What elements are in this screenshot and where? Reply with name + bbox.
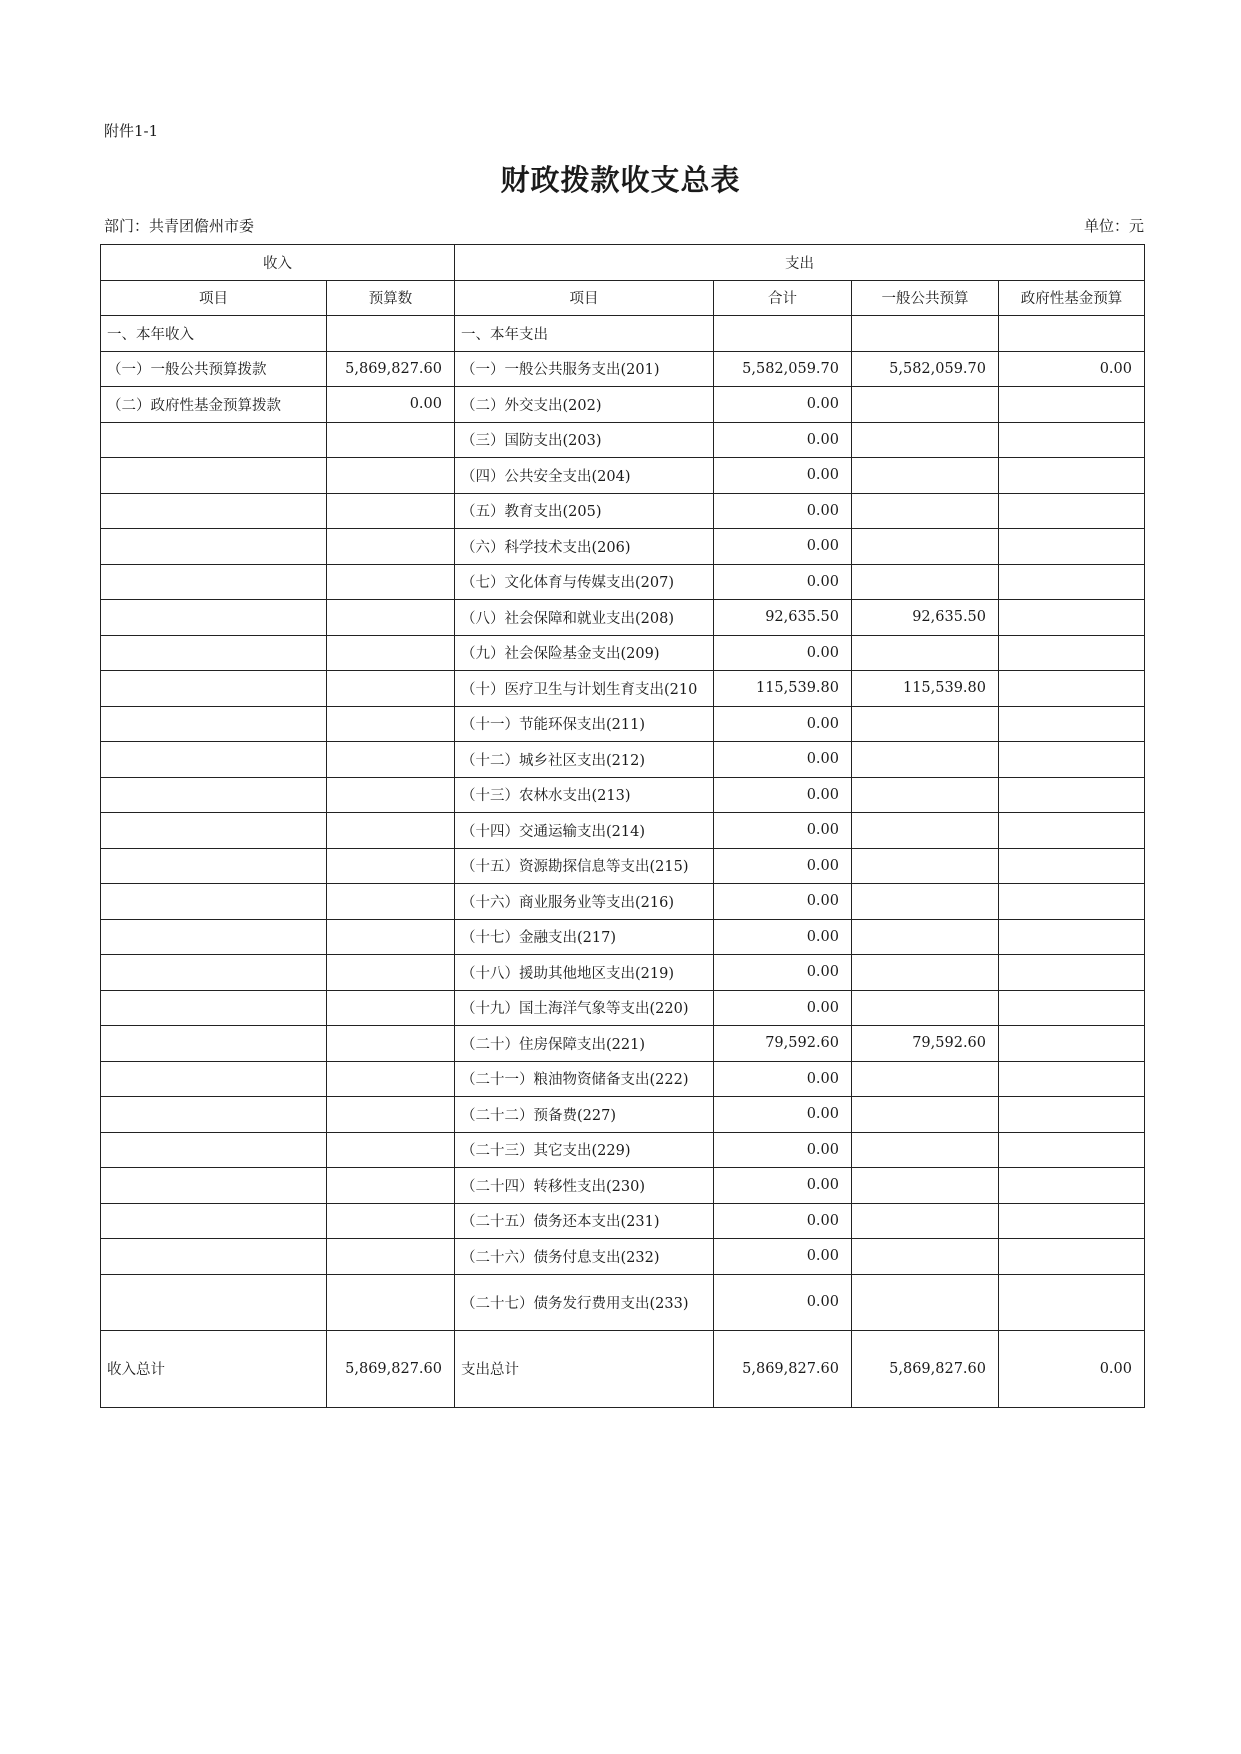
expense-general-cell — [852, 316, 999, 352]
expense-fund-cell — [999, 1061, 1145, 1097]
expense-general-cell — [852, 635, 999, 671]
income-item-cell — [101, 1026, 327, 1062]
column-header-row — [101, 280, 1145, 316]
expense-fund-cell — [999, 1097, 1145, 1133]
expense-general-cell — [852, 1097, 999, 1133]
expense-total-cell: 0.00 — [714, 1239, 852, 1275]
expense-total-cell: 0.00 — [714, 458, 852, 494]
table-row — [101, 351, 1145, 387]
expense-item-cell: （九）社会保险基金支出(209) — [455, 635, 714, 671]
expense-general-header: 一般公共预算 — [852, 280, 999, 316]
income-item-cell: 一、本年收入 — [101, 316, 327, 352]
expense-total-amount: 5,869,827.60 — [714, 1330, 852, 1407]
table-row — [101, 493, 1145, 529]
expense-fund-cell — [999, 600, 1145, 636]
expense-general-cell — [852, 813, 999, 849]
expense-fund-cell — [999, 1132, 1145, 1168]
income-amount-cell — [327, 813, 455, 849]
expense-fund-cell — [999, 1026, 1145, 1062]
income-amount-cell — [327, 1097, 455, 1133]
expense-total-cell: 0.00 — [714, 706, 852, 742]
income-amount-cell — [327, 635, 455, 671]
expense-fund-cell — [999, 990, 1145, 1026]
table-row — [101, 671, 1145, 707]
expense-fund-cell — [999, 422, 1145, 458]
expense-item-cell: （十六）商业服务业等支出(216) — [455, 884, 714, 920]
expense-general-cell — [852, 848, 999, 884]
table-row — [101, 1274, 1145, 1330]
income-total-amount: 5,869,827.60 — [327, 1330, 455, 1407]
expense-item-cell: （十五）资源勘探信息等支出(215) — [455, 848, 714, 884]
income-item-cell — [101, 529, 327, 565]
expense-total-cell: 0.00 — [714, 1203, 852, 1239]
expense-item-cell: （二十三）其它支出(229) — [455, 1132, 714, 1168]
expense-fund-cell — [999, 458, 1145, 494]
expense-item-cell: （二十七）债务发行费用支出(233) — [455, 1274, 714, 1330]
expense-total-label: 支出总计 — [455, 1330, 714, 1407]
table-row — [101, 1239, 1145, 1275]
income-item-cell — [101, 1168, 327, 1204]
income-item-cell — [101, 1097, 327, 1133]
page-title: 财政拨款收支总表 — [500, 163, 741, 197]
table-row — [101, 813, 1145, 849]
income-item-cell — [101, 493, 327, 529]
income-item-cell: （二）政府性基金预算拨款 — [101, 387, 327, 423]
expense-item-cell: （十九）国土海洋气象等支出(220) — [455, 990, 714, 1026]
expense-fund-cell — [999, 564, 1145, 600]
income-amount-cell — [327, 884, 455, 920]
budget-table — [100, 244, 1145, 1408]
income-item-cell — [101, 564, 327, 600]
expense-total-cell: 79,592.60 — [714, 1026, 852, 1062]
income-amount-cell — [327, 1061, 455, 1097]
table-row — [101, 458, 1145, 494]
expense-total-cell: 0.00 — [714, 1168, 852, 1204]
table-row — [101, 955, 1145, 991]
expense-fund-cell — [999, 813, 1145, 849]
expense-fund-cell — [999, 529, 1145, 565]
income-amount-cell — [327, 564, 455, 600]
expense-fund-cell — [999, 1203, 1145, 1239]
expense-item-cell: （七）文化体育与传媒支出(207) — [455, 564, 714, 600]
income-item-cell — [101, 1239, 327, 1275]
income-item-cell — [101, 671, 327, 707]
expense-item-cell: （二十六）债务付息支出(232) — [455, 1239, 714, 1275]
table-row — [101, 635, 1145, 671]
table-row — [101, 1168, 1145, 1204]
expense-item-cell: （四）公共安全支出(204) — [455, 458, 714, 494]
expense-general-cell — [852, 493, 999, 529]
income-total-label: 收入总计 — [101, 1330, 327, 1407]
expense-total-cell: 0.00 — [714, 742, 852, 778]
expense-total-cell: 0.00 — [714, 1132, 852, 1168]
table-row — [101, 742, 1145, 778]
expense-general-cell — [852, 706, 999, 742]
expense-item-cell: （十三）农林水支出(213) — [455, 777, 714, 813]
table-row — [101, 777, 1145, 813]
expense-general-cell — [852, 884, 999, 920]
table-row — [101, 316, 1145, 352]
expense-item-cell: （一）一般公共服务支出(201) — [455, 351, 714, 387]
expense-total-cell: 0.00 — [714, 1274, 852, 1330]
expense-item-cell: （十一）节能环保支出(211) — [455, 706, 714, 742]
expense-total-cell: 0.00 — [714, 422, 852, 458]
income-item-cell — [101, 635, 327, 671]
expense-general-cell — [852, 955, 999, 991]
income-item-cell — [101, 884, 327, 920]
income-amount-cell — [327, 777, 455, 813]
income-amount-cell — [327, 1026, 455, 1062]
income-amount-cell — [327, 990, 455, 1026]
table-row — [101, 1132, 1145, 1168]
expense-item-cell: （六）科学技术支出(206) — [455, 529, 714, 565]
table-row — [101, 1026, 1145, 1062]
expense-total-cell — [714, 316, 852, 352]
income-item-cell — [101, 813, 327, 849]
expense-general-cell — [852, 1203, 999, 1239]
expense-fund-cell — [999, 635, 1145, 671]
expense-item-header: 项目 — [455, 280, 714, 316]
table-row — [101, 848, 1145, 884]
table-row — [101, 1097, 1145, 1133]
expense-general-cell — [852, 1132, 999, 1168]
expense-general-cell — [852, 777, 999, 813]
expense-general-cell — [852, 564, 999, 600]
table-row — [101, 919, 1145, 955]
expense-item-cell: （三）国防支出(203) — [455, 422, 714, 458]
income-amount-cell: 5,869,827.60 — [327, 351, 455, 387]
expense-item-cell: （二十四）转移性支出(230) — [455, 1168, 714, 1204]
expense-general-cell — [852, 1168, 999, 1204]
expense-fund-cell — [999, 316, 1145, 352]
income-amount-cell — [327, 955, 455, 991]
income-item-cell — [101, 848, 327, 884]
expense-general-cell — [852, 1274, 999, 1330]
expense-total-cell: 115,539.80 — [714, 671, 852, 707]
income-amount-cell — [327, 1239, 455, 1275]
income-amount-cell — [327, 529, 455, 565]
expense-total-cell: 0.00 — [714, 493, 852, 529]
expense-item-cell: （二十一）粮油物资储备支出(222) — [455, 1061, 714, 1097]
expense-item-cell: （十八）援助其他地区支出(219) — [455, 955, 714, 991]
table-row — [101, 600, 1145, 636]
expense-item-cell: （五）教育支出(205) — [455, 493, 714, 529]
income-item-cell — [101, 990, 327, 1026]
expense-total-cell: 0.00 — [714, 813, 852, 849]
expense-fund-cell — [999, 742, 1145, 778]
income-amount-cell — [327, 1168, 455, 1204]
income-amount-cell — [327, 1274, 455, 1330]
income-item-cell — [101, 955, 327, 991]
income-item-cell — [101, 458, 327, 494]
income-item-cell — [101, 777, 327, 813]
table-row — [101, 1203, 1145, 1239]
expense-general-cell — [852, 387, 999, 423]
income-amount-cell: 0.00 — [327, 387, 455, 423]
expense-fund-cell: 0.00 — [999, 351, 1145, 387]
expense-total-header: 合计 — [714, 280, 852, 316]
expense-general-cell: 92,635.50 — [852, 600, 999, 636]
expense-total-cell: 0.00 — [714, 919, 852, 955]
expense-fund-cell — [999, 387, 1145, 423]
income-amount-cell — [327, 458, 455, 494]
expense-total-cell: 0.00 — [714, 777, 852, 813]
expense-general-cell — [852, 529, 999, 565]
income-amount-cell — [327, 422, 455, 458]
expense-general-cell — [852, 1061, 999, 1097]
expense-item-cell: （二十）住房保障支出(221) — [455, 1026, 714, 1062]
expense-item-cell: （二十二）预备费(227) — [455, 1097, 714, 1133]
expense-fund-cell — [999, 1168, 1145, 1204]
income-amount-cell — [327, 600, 455, 636]
expense-total-cell: 0.00 — [714, 529, 852, 565]
expense-general-cell: 79,592.60 — [852, 1026, 999, 1062]
expense-total-cell: 0.00 — [714, 1061, 852, 1097]
income-amount-cell — [327, 493, 455, 529]
income-item-cell — [101, 1203, 327, 1239]
income-item-cell — [101, 1274, 327, 1330]
expense-item-cell: （二）外交支出(202) — [455, 387, 714, 423]
expense-item-cell: （二十五）债务还本支出(231) — [455, 1203, 714, 1239]
expense-fund-cell — [999, 1274, 1145, 1330]
expense-total-cell: 92,635.50 — [714, 600, 852, 636]
income-amount-cell — [327, 316, 455, 352]
expense-fund-cell — [999, 777, 1145, 813]
income-budget-header: 预算数 — [327, 280, 455, 316]
department-label: 部门：共青团儋州市委 — [104, 217, 255, 235]
income-amount-cell — [327, 742, 455, 778]
expense-general-cell — [852, 990, 999, 1026]
expense-fund-total-amount: 0.00 — [999, 1330, 1145, 1407]
income-amount-cell — [327, 848, 455, 884]
income-item-cell — [101, 600, 327, 636]
expense-item-cell: （十七）金融支出(217) — [455, 919, 714, 955]
expense-total-cell: 5,582,059.70 — [714, 351, 852, 387]
expense-general-cell — [852, 1239, 999, 1275]
expense-fund-cell — [999, 493, 1145, 529]
income-item-cell — [101, 706, 327, 742]
expense-total-cell: 0.00 — [714, 848, 852, 884]
expense-fund-cell — [999, 706, 1145, 742]
expense-general-cell — [852, 458, 999, 494]
income-item-header: 项目 — [101, 280, 327, 316]
expense-fund-cell — [999, 884, 1145, 920]
totals-row — [101, 1330, 1145, 1407]
expense-item-cell: （十四）交通运输支出(214) — [455, 813, 714, 849]
expense-total-cell: 0.00 — [714, 884, 852, 920]
expense-total-cell: 0.00 — [714, 387, 852, 423]
expense-general-cell — [852, 422, 999, 458]
expense-item-cell: （十）医疗卫生与计划生育支出(210 — [455, 671, 714, 707]
table-row — [101, 422, 1145, 458]
table-row — [101, 529, 1145, 565]
expense-group-header: 支出 — [455, 245, 1145, 281]
table-row — [101, 706, 1145, 742]
expense-fund-header: 政府性基金预算 — [999, 280, 1145, 316]
expense-general-cell: 115,539.80 — [852, 671, 999, 707]
expense-general-cell — [852, 742, 999, 778]
expense-total-cell: 0.00 — [714, 990, 852, 1026]
expense-total-cell: 0.00 — [714, 635, 852, 671]
income-amount-cell — [327, 1203, 455, 1239]
unit-label: 单位：元 — [1083, 217, 1144, 235]
income-item-cell: （一）一般公共预算拨款 — [101, 351, 327, 387]
income-item-cell — [101, 919, 327, 955]
income-amount-cell — [327, 919, 455, 955]
expense-item-cell: （十二）城乡社区支出(212) — [455, 742, 714, 778]
group-header-row — [101, 245, 1145, 281]
expense-general-total-amount: 5,869,827.60 — [852, 1330, 999, 1407]
income-item-cell — [101, 422, 327, 458]
expense-fund-cell — [999, 671, 1145, 707]
income-amount-cell — [327, 671, 455, 707]
table-row — [101, 564, 1145, 600]
income-item-cell — [101, 1132, 327, 1168]
table-row — [101, 884, 1145, 920]
expense-fund-cell — [999, 1239, 1145, 1275]
expense-general-cell: 5,582,059.70 — [852, 351, 999, 387]
table-row — [101, 990, 1145, 1026]
expense-fund-cell — [999, 955, 1145, 991]
expense-total-cell: 0.00 — [714, 1097, 852, 1133]
expense-total-cell: 0.00 — [714, 955, 852, 991]
expense-total-cell: 0.00 — [714, 564, 852, 600]
attachment-label: 附件1-1 — [104, 122, 159, 140]
expense-item-cell: （八）社会保障和就业支出(208) — [455, 600, 714, 636]
expense-fund-cell — [999, 919, 1145, 955]
expense-item-cell: 一、本年支出 — [455, 316, 714, 352]
income-item-cell — [101, 1061, 327, 1097]
expense-fund-cell — [999, 848, 1145, 884]
income-amount-cell — [327, 1132, 455, 1168]
income-group-header: 收入 — [101, 245, 455, 281]
expense-general-cell — [852, 919, 999, 955]
income-amount-cell — [327, 706, 455, 742]
table-row — [101, 387, 1145, 423]
table-row — [101, 1061, 1145, 1097]
income-item-cell — [101, 742, 327, 778]
